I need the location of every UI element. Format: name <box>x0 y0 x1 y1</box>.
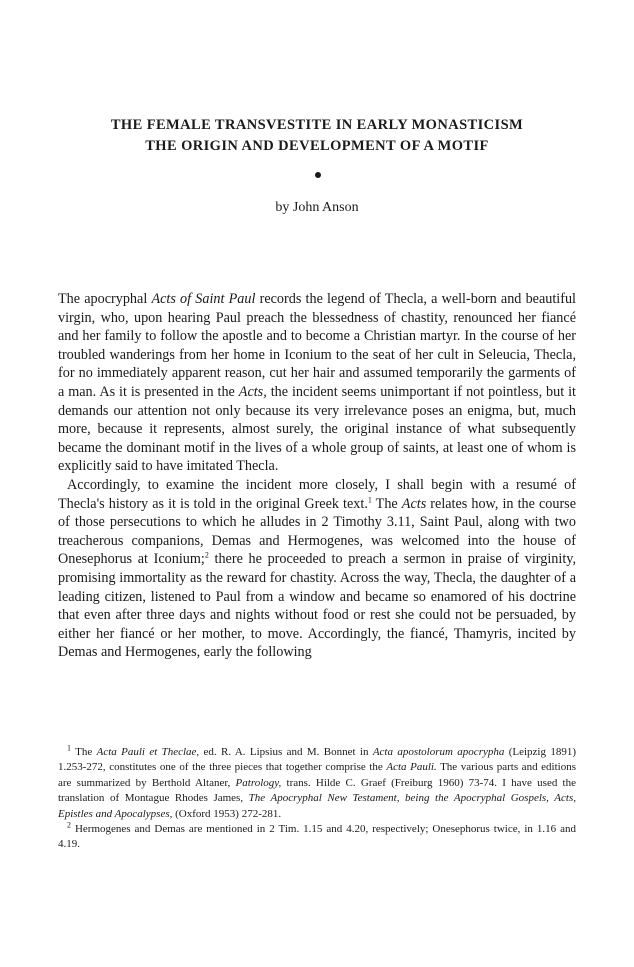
p2-italic-acts: Acts <box>401 495 427 512</box>
fn1-text-f: (Oxford 1953) 272-281. <box>172 807 282 820</box>
p1-italic-acts: Acts, <box>238 383 267 400</box>
fn1-text-c: (Leipzig 1891) 1.253-272, constitutes one of the three pieces that together comprise the <box>58 746 576 774</box>
fn1-italic-2: Acta apostolorum apocrypha <box>372 746 505 758</box>
footnote-2 <box>58 822 576 853</box>
footnote-1-number: 1 <box>67 743 71 753</box>
p1-text-b: records the legend of Thecla, a well-born and beautiful virgin, who, upon hearing Paul preach the blessedness of chastity, renounced her fiancé and her family to follow the apostle and to become a Christian martyr. In the course of her troubled wanderings from her home in Iconium to the seat of her cult in Seleucia, Thecla, for no immediately apparent reason, cut her hair and assumed temporarily the garments of a man. As it is presented in the <box>58 291 576 400</box>
fn1-text-e: trans. Hilde C. Graef (Freiburg 1960) 73-74. I have used the translation of Montague Rhodes James, <box>58 776 576 805</box>
p1-italic-acts-of-saint-paul: Acts of Saint Paul <box>151 291 256 307</box>
title-separator-bullet <box>315 172 321 178</box>
footnote-ref-1[interactable]: 1 <box>367 494 372 504</box>
fn1-text-a: The <box>71 746 97 758</box>
p1-text-c: the incident seems unimportant if not pointless, but it demands our attention not only because its very irrelevance poses an enigma, but, much more, because it represents, almost surely, the original instance of what subsequently became the dominant motif in the lives of a whole group of saints, at least one of whom is explicitly said to have imitated Thecla. <box>58 383 576 475</box>
p1-text-a: The apocryphal <box>58 291 152 307</box>
article-title-line-2: THE ORIGIN AND DEVELOPMENT OF A MOTIF <box>145 138 489 154</box>
p2-text-d: there he proceeded to preach a sermon in praise of virginity, promising immortality as the reward for chastity. Across the way, Thecla, the daughter of a leading citizen, listened to Paul from a window and became so enamored of his doctrine that even after three days and nights without food or rest she could not be persuaded, by either her fiancé or her mother, to move. Accordingly, the fiancé, Thamyris, incited by Demas and Hermogenes, early the following <box>58 551 576 661</box>
article-body <box>58 290 576 662</box>
fn1-italic-4: Patrology, <box>235 776 282 789</box>
fn1-text-b: ed. R. A. Lipsius and M. Bonnet in <box>199 746 373 758</box>
p2-text-a: Accordingly, to examine the incident more closely, I shall begin with a resumé of Thecla's history as it is told in the original Greek text. <box>58 476 576 512</box>
footnote-2-number: 2 <box>67 820 71 830</box>
paragraph-2 <box>58 476 576 662</box>
paragraph-1 <box>58 290 576 476</box>
article-title-line-1: THE FEMALE TRANSVESTITE IN EARLY MONASTICISM <box>110 117 524 133</box>
footnote-1 <box>58 745 576 822</box>
author-byline: by John Anson <box>275 200 359 215</box>
fn1-italic-5: The Apocryphal New Testament, being the Apocryphal Gospels, Acts, Epistles and Apocalypses, <box>58 792 576 820</box>
p2-text-b: The <box>371 495 402 512</box>
fn2-text-a: Hermogenes and Demas are mentioned in 2 Tim. 1.15 and 4.20, respectively; Onesephorus twice, in 1.16 and 4.19. <box>58 823 576 851</box>
fn1-italic-1: Acta Pauli et Theclae, <box>96 746 200 758</box>
footnote-ref-2[interactable]: 2 <box>204 550 209 560</box>
fn1-text-d: The various parts and editions are summarized by Berthold Altaner, <box>58 761 576 789</box>
p2-text-c: relates how, in the course of those persecutions to which he alludes in 2 Timothy 3.11, Saint Paul, along with two treacherous companions, Demas and Hermogenes, was welcomed into the house of Onesephorus at Iconium; <box>58 495 576 568</box>
footnotes <box>58 745 576 853</box>
fn1-italic-3: Acta Pauli. <box>386 761 437 774</box>
